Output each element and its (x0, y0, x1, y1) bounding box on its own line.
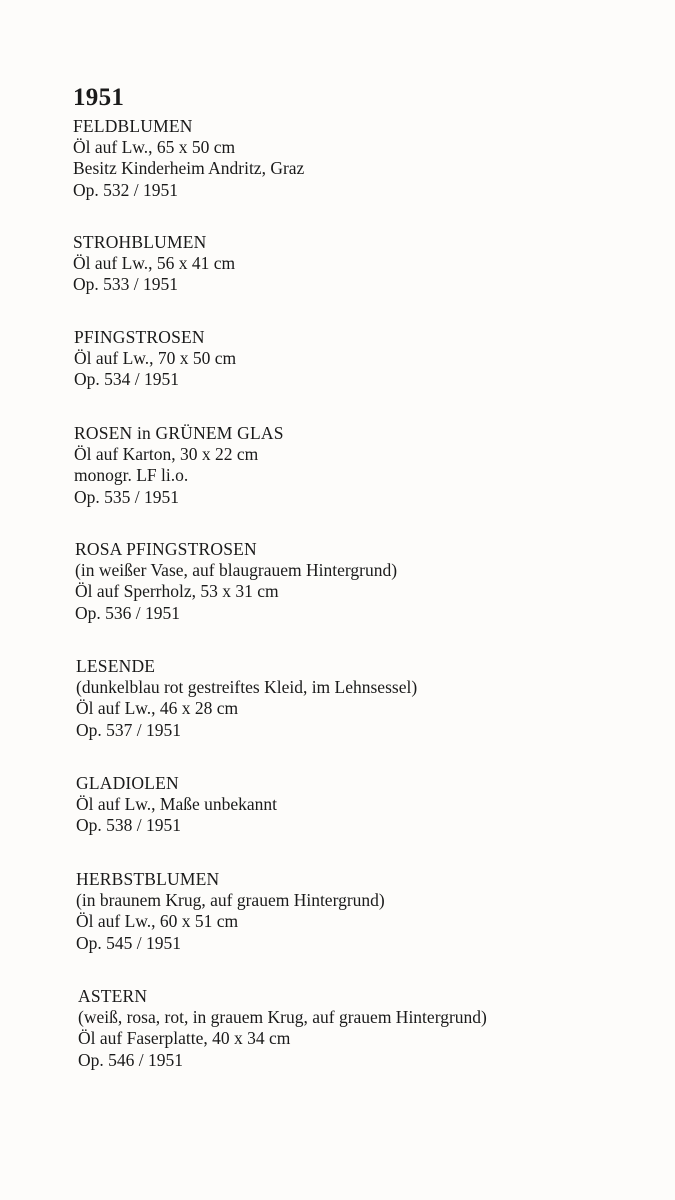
artwork-title: STROHBLUMEN (73, 232, 207, 252)
artwork-opus: Op. 533 / 1951 (73, 274, 178, 295)
artwork-opus: Op. 545 / 1951 (76, 932, 181, 953)
artwork-description: (dunkelblau rot gestreiftes Kleid, im Lehnsessel) (76, 677, 418, 698)
artwork-opus: Op. 532 / 1951 (73, 179, 178, 200)
artwork-title: LESENDE (76, 656, 156, 676)
artwork-detail: Öl auf Faserplatte, 40 x 34 cm (78, 1028, 291, 1049)
artwork-detail: Öl auf Lw., 60 x 51 cm (76, 911, 239, 932)
catalog-entry (76, 773, 277, 837)
artwork-detail: Öl auf Lw., 56 x 41 cm (73, 253, 236, 274)
artwork-detail: monogr. LF li.o. (74, 465, 189, 486)
catalog-entry (74, 423, 284, 508)
artwork-description: (weiß, rosa, rot, in grauem Krug, auf grauem Hintergrund) (78, 1007, 487, 1028)
artwork-detail: Öl auf Lw., 70 x 50 cm (74, 348, 237, 369)
artwork-detail: Besitz Kinderheim Andritz, Graz (73, 158, 305, 179)
artwork-opus: Op. 546 / 1951 (78, 1049, 183, 1070)
catalog-entry (76, 656, 417, 741)
artwork-detail: Öl auf Lw., 65 x 50 cm (73, 137, 236, 158)
artwork-detail: Öl auf Lw., Maße unbekannt (76, 794, 278, 815)
artwork-description: (in weißer Vase, auf blaugrauem Hintergrund) (75, 560, 398, 581)
year-heading: 1951 (73, 84, 125, 111)
artwork-title: GLADIOLEN (76, 773, 179, 793)
catalog-entry (78, 986, 487, 1071)
artwork-opus: Op. 534 / 1951 (74, 369, 179, 390)
artwork-description: (in braunem Krug, auf grauem Hintergrund) (76, 890, 385, 911)
artwork-title: HERBSTBLUMEN (76, 869, 220, 889)
catalog-entry (75, 539, 397, 624)
artwork-detail: Öl auf Karton, 30 x 22 cm (74, 444, 259, 465)
catalog-entry (76, 869, 385, 954)
artwork-detail: Öl auf Lw., 46 x 28 cm (76, 698, 239, 719)
artwork-opus: Op. 537 / 1951 (76, 719, 181, 740)
artwork-opus: Op. 536 / 1951 (75, 602, 180, 623)
artwork-opus: Op. 535 / 1951 (74, 486, 179, 507)
catalog-entry (74, 327, 236, 391)
artwork-title: FELDBLUMEN (73, 116, 193, 136)
catalog-entry (73, 116, 304, 201)
artwork-detail: Öl auf Sperrholz, 53 x 31 cm (75, 581, 279, 602)
artwork-title: PFINGSTROSEN (74, 327, 205, 347)
artwork-title: ASTERN (78, 986, 148, 1006)
catalog-entry (73, 232, 235, 296)
artwork-opus: Op. 538 / 1951 (76, 815, 181, 836)
artwork-title: ROSEN in GRÜNEM GLAS (74, 423, 284, 443)
artwork-title: ROSA PFINGSTROSEN (75, 539, 257, 559)
